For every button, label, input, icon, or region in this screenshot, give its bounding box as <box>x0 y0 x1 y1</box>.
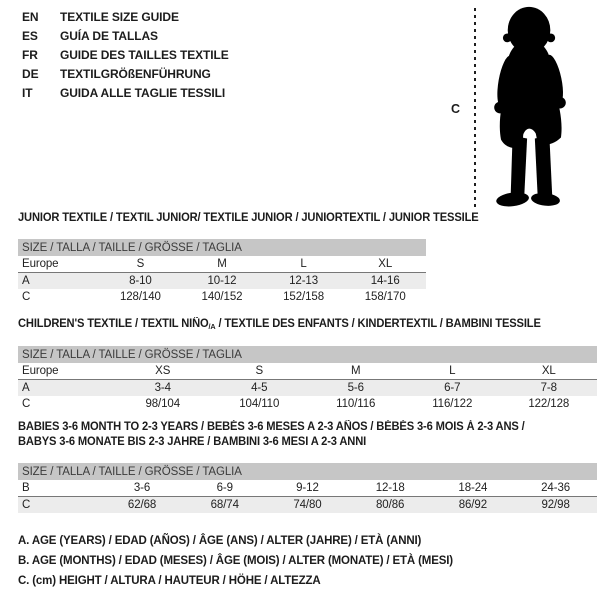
legend-line-a: A. AGE (YEARS) / EDAD (AÑOS) / ÂGE (ANS) / ALTER (JAHRE) / ETÀ (ANNI) <box>18 535 422 547</box>
table-cell: XL <box>344 256 426 273</box>
table-cell: 18-24 <box>432 480 515 497</box>
babies-table-title <box>18 420 600 450</box>
table-cell: 4-5 <box>251 382 268 394</box>
table-cell: 9-12 <box>266 480 349 497</box>
row-label: A <box>22 382 30 394</box>
row-label: C <box>22 291 31 303</box>
babies-title-line2: BABYS 3-6 MONATE BIS 2-3 JAHRE / BAMBINI 3-6 MESI A 2-3 ANNI <box>18 436 367 448</box>
babies-textile-table <box>18 463 597 513</box>
size-header-cell: SIZE / TALLA / TAILLE / GRÖSSE / TAGLIA <box>18 346 597 363</box>
table-cell: M <box>181 256 263 273</box>
row-label: C <box>22 499 31 511</box>
lang-label: GUIDE DES TAILLES TEXTILE <box>60 48 229 62</box>
table-cell: 5-6 <box>347 382 364 394</box>
table-cell: L <box>404 363 501 380</box>
lang-code: IT <box>22 86 33 100</box>
table-cell: 128/140 <box>119 291 161 303</box>
table-row <box>18 380 597 397</box>
table-cell: 8-10 <box>129 275 152 287</box>
table-cell: 98/104 <box>145 398 181 410</box>
table-cell: 74/80 <box>293 499 322 511</box>
table-cell: 12-13 <box>289 275 319 287</box>
table-cell: S <box>100 256 182 273</box>
table-cell: 152/158 <box>283 291 325 303</box>
height-measure-dotted-line <box>474 8 476 211</box>
table-size-header-row <box>18 239 426 256</box>
table-row <box>18 396 597 412</box>
lang-label: GUIDA ALLE TAGLIE TESSILI <box>60 86 226 100</box>
table-cell: 158/170 <box>364 291 406 303</box>
children-table-title <box>18 318 541 331</box>
table-cell: 92/98 <box>541 499 570 511</box>
table-cell: 62/68 <box>127 499 157 511</box>
row-label: B <box>18 480 101 497</box>
table-row <box>18 363 597 380</box>
table-cell: 24-36 <box>514 480 597 497</box>
lang-code: FR <box>22 48 38 62</box>
table-row <box>18 289 426 305</box>
table-cell: 116/122 <box>432 398 473 410</box>
table-cell: 7-8 <box>540 382 557 394</box>
table-cell: S <box>211 363 308 380</box>
table-cell: 14-16 <box>370 275 400 287</box>
table-cell: M <box>308 363 405 380</box>
table-cell: 6-9 <box>183 480 266 497</box>
lang-code: ES <box>22 29 38 43</box>
table-cell: 110/116 <box>336 398 376 410</box>
title-subscript: /A <box>208 322 216 331</box>
language-list <box>22 8 229 103</box>
table-cell: 86/92 <box>458 499 487 511</box>
lang-code: DE <box>22 67 39 81</box>
table-cell: 140/152 <box>201 291 243 303</box>
legend-line-b: B. AGE (MONTHS) / EDAD (MESES) / ÂGE (MOIS) / ALTER (MONATE) / ETÀ (MESI) <box>18 555 453 567</box>
table-cell: 68/74 <box>210 499 239 511</box>
table-cell: XL <box>501 363 598 380</box>
size-header-cell: SIZE / TALLA / TAILLE / GRÖSSE / TAGLIA <box>18 463 597 480</box>
table-cell: 3-4 <box>154 382 171 394</box>
lang-row-it <box>22 84 229 103</box>
table-cell: 10-12 <box>207 275 237 287</box>
table-size-header-row <box>18 463 597 480</box>
babies-title-line1: BABIES 3-6 MONTH TO 2-3 YEARS / BEBÉS 3-6 MESES A 2-3 AÑOS / BÉBÉS 3-6 MOIS À 2-3 ANS / <box>18 421 525 433</box>
row-label: Europe <box>18 363 115 380</box>
row-label: C <box>22 398 31 410</box>
table-cell: 3-6 <box>101 480 184 497</box>
table-size-header-row <box>18 346 597 363</box>
lang-row-es <box>22 27 229 46</box>
children-textile-table <box>18 346 597 412</box>
title-text: CHILDREN'S TEXTILE / TEXTIL NIÑO <box>18 318 209 330</box>
lang-row-en <box>22 8 229 27</box>
size-header-cell: SIZE / TALLA / TAILLE / GRÖSSE / TAGLIA <box>18 239 426 256</box>
lang-label: GUÍA DE TALLAS <box>60 29 158 43</box>
measurement-legend <box>18 531 453 591</box>
table-cell: L <box>263 256 345 273</box>
table-cell: 122/128 <box>528 398 570 410</box>
legend-line-c: C. (cm) HEIGHT / ALTURA / HAUTEUR / HÖHE / ALTEZZA <box>18 575 321 587</box>
height-measure-label: C <box>451 102 461 116</box>
junior-textile-table <box>18 239 426 305</box>
lang-label: TEXTILGRÖßENFÜHRUNG <box>60 67 211 81</box>
table-row <box>18 256 426 273</box>
lang-label: TEXTILE SIZE GUIDE <box>60 10 179 24</box>
table-cell: XS <box>115 363 212 380</box>
row-label: Europe <box>18 256 100 273</box>
table-row <box>18 497 597 514</box>
table-cell: 6-7 <box>444 382 461 394</box>
baby-silhouette-icon <box>481 4 579 212</box>
lang-row-de <box>22 65 229 84</box>
table-row <box>18 480 597 497</box>
table-cell: 12-18 <box>349 480 432 497</box>
table-row <box>18 273 426 290</box>
table-cell: 80/86 <box>376 499 405 511</box>
title-text: / TEXTILE DES ENFANTS / KINDERTEXTIL / BAMBINI TESSILE <box>215 318 541 330</box>
lang-row-fr <box>22 46 229 65</box>
lang-code: EN <box>22 10 39 24</box>
junior-table-title: JUNIOR TEXTILE / TEXTIL JUNIOR/ TEXTILE JUNIOR / JUNIORTEXTIL / JUNIOR TESSILE <box>18 212 479 224</box>
table-cell: 104/110 <box>239 398 280 410</box>
row-label: A <box>22 275 30 287</box>
